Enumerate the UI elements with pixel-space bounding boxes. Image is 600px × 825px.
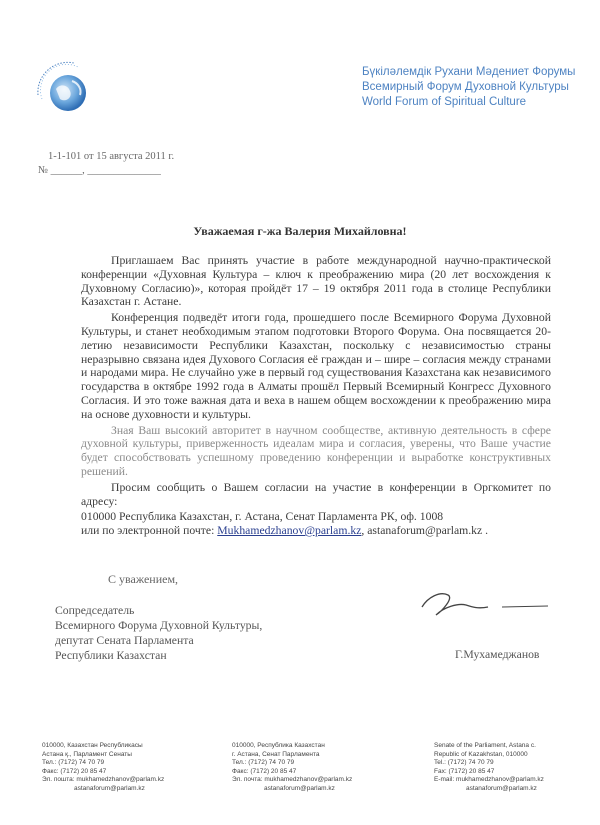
closing-regards: С уважением, (108, 572, 179, 586)
footer-ru-line: astanaforum@parlam.kz (264, 784, 335, 792)
footer-kz-line: astanaforum@parlam.kz (74, 784, 145, 792)
footer-kz-line: Факс: (7172) 20 85 47 (42, 767, 107, 775)
signer-line: Всемирного Форума Духовной Культуры, (55, 619, 263, 632)
footer-en-line: E-mail: mukhamedzhanov@parlam.kz (434, 776, 544, 784)
organization-header (362, 65, 592, 110)
footer-kz-line: Астана қ., Парламент Сенаты (42, 750, 132, 758)
org-name-kz: Бүкіләлемдік Рухани Мәдениет Форумы (362, 66, 576, 78)
letter-body (81, 254, 551, 538)
salutation: Уважаемая г-жа Валерия Михайловна! (193, 224, 407, 238)
email-secondary: astanaforum@parlam.kz (367, 524, 483, 538)
footer-en-line: astanaforum@parlam.kz (466, 784, 537, 792)
signer-line: Сопредседатель (55, 604, 135, 617)
footer-ru-line: Тел.: (7172) 74 70 79 (232, 759, 295, 767)
signer-name: Г.Мухамеджанов (455, 648, 540, 661)
footer-en-line: Republic of Kazakhstan, 010000 (434, 750, 528, 758)
email-prefix: или по электронной почте: (81, 524, 218, 538)
outgoing-number: № ______, ______________ (38, 165, 161, 176)
paragraph-conference: Конференция подведёт итоги года, прошедшего после Всемирного Форума Духовной Культуры, и станет необходимым этапом подготовки Второго Форума. Она посвящается 20-летию независимости Республики Казахстан, поскольку с независимостью страны неразрывно связана идея Духового Согласия её граждан и – шире – согласия между странами и народами мира. Не случайно уже в первый год существования Казахстана как независимого государства в октябре 1992 года в Алматы прошёл Первый Всемирный Конгресс Духовного Согласия. И это тоже важная дата и веха в нашем общем восхождении к преображению мира на основе духовности и культуры. (81, 311, 551, 421)
footer-en-line: Fax: (7172) 20 85 47 (434, 767, 495, 775)
signer-line: депутат Сената Парламента (55, 634, 194, 647)
footer-ru-line: г. Астана, Сенат Парламента (232, 750, 320, 758)
footer-ru-line: Факс: (7172) 20 85 47 (232, 767, 297, 775)
footer-kz-line: 010000, Казахстан Республикасы (42, 742, 143, 749)
footer-kz-line: Эл. пошта: mukhamedzhanov@parlam.kz (42, 776, 165, 784)
signer-title (55, 603, 262, 663)
footer-kz-line: Тел.: (7172) 74 70 79 (42, 759, 105, 767)
paragraph-invitation: Приглашаем Вас принять участие в работе международной научно-практической конференции «Духовная Культура – ключ к преображению мира (20 лет восхождения к Духовному Согласию)», которая пройдёт 17 – 19 октября 2011 года в столице Республики Казахстан г. Астане. (81, 254, 551, 309)
paragraph-authority: Зная Ваш высокий авторитет в научном сообществе, активную деятельность в сфере духовной культуры, приверженность идеалам мира и согласия, уверены, что Ваше участие будет способствовать успешному проведению конференции и выработке конструктивных решений. (81, 423, 551, 478)
email-line (81, 524, 551, 538)
paragraph-request: Просим сообщить о Вашем согласии на участие в конференции в Оргкомитет по адресу: (81, 480, 551, 508)
registration-number: 1-1-101 от 15 августа 2011 г. (48, 151, 175, 162)
email-separator: , (361, 524, 368, 538)
footer-en-line: Senate of the Parliament, Astana c. (434, 742, 536, 749)
footer-kz (42, 742, 164, 794)
signer-line: Республики Казахстан (55, 649, 167, 662)
email-suffix: . (482, 524, 489, 538)
footer-ru (232, 742, 352, 794)
address-line: 010000 Республика Казахстан, г. Астана, Сенат Парламента РК, оф. 1008 (81, 510, 444, 524)
footer-ru-line: Эл. почта: mukhamedzhanov@parlam.kz (232, 776, 353, 784)
footer-ru-line: 010000, Республика Казахстан (232, 742, 325, 749)
org-name-en: World Forum of Spiritual Culture (362, 96, 527, 108)
org-name-ru: Всемирный Форум Духовной Культуры (362, 81, 569, 93)
email-link-primary[interactable]: Mukhamedzhanov@parlam.kz (217, 524, 362, 538)
footer-en (434, 742, 544, 794)
signature-icon (418, 585, 553, 630)
footer-en-line: Tel.: (7172) 74 70 79 (434, 759, 494, 767)
globe-logo-icon (30, 55, 98, 123)
